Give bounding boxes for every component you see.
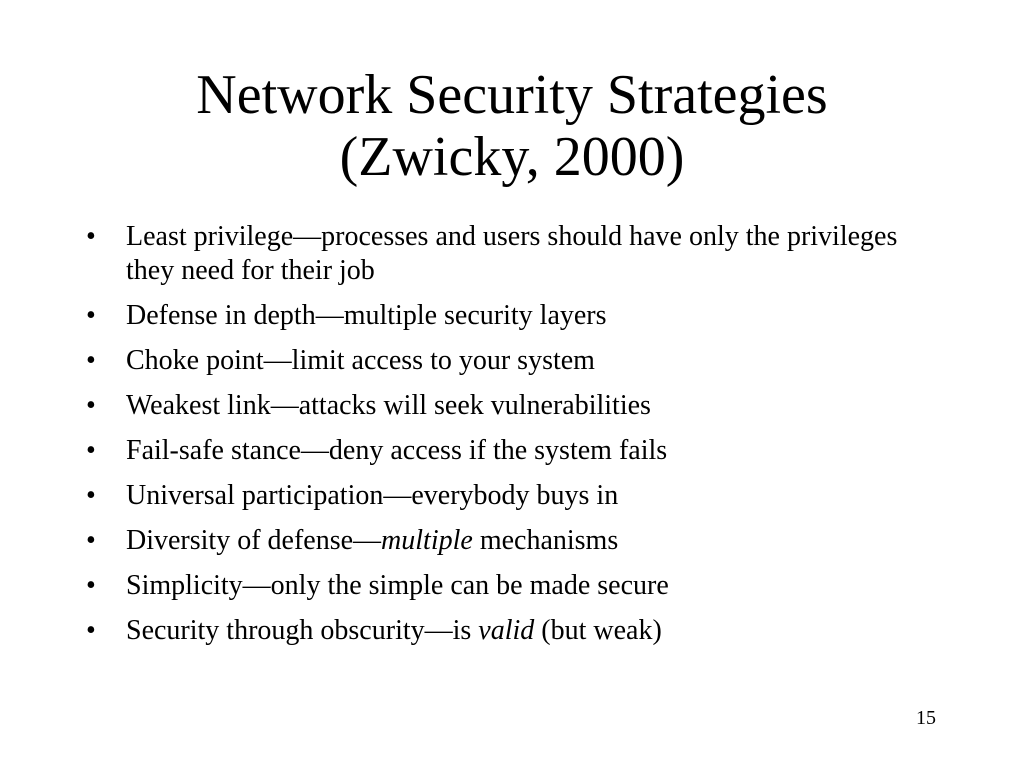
bullet-marker: • xyxy=(86,390,96,421)
bullet-text: Fail-safe stance—deny access if the system fails xyxy=(126,435,668,466)
bullet-item xyxy=(86,614,946,648)
bullet-text xyxy=(126,615,662,646)
bullet-text: Choke point—limit access to your system xyxy=(126,345,595,376)
bullet-item xyxy=(86,479,946,513)
bullet-item xyxy=(86,389,946,423)
bullet-text: Universal participation—everybody buys in xyxy=(126,480,619,511)
bullet-item xyxy=(86,344,946,378)
bullet-text xyxy=(126,525,618,556)
bullet-text-lead: Diversity of defense— xyxy=(126,525,382,556)
bullet-item xyxy=(86,220,946,288)
bullet-marker: • xyxy=(86,300,96,331)
page-number: 15 xyxy=(916,707,936,729)
bullet-text: Weakest link—attacks will seek vulnerabilities xyxy=(126,390,651,421)
bullet-marker: • xyxy=(86,570,96,601)
bullet-marker: • xyxy=(86,615,96,646)
bullet-marker: • xyxy=(86,435,96,466)
bullet-text-tail: (but weak) xyxy=(534,615,662,646)
bullet-text: Simplicity—only the simple can be made secure xyxy=(126,570,669,601)
bullet-item xyxy=(86,524,946,558)
bullet-text: Least privilege—processes and users should have only the privileges they need for their job xyxy=(126,221,898,286)
bullet-text-emphasis: multiple xyxy=(381,525,473,556)
slide-title-line-2: (Zwicky, 2000) xyxy=(339,126,685,188)
bullet-marker: • xyxy=(86,345,96,376)
bullet-text: Defense in depth—multiple security layers xyxy=(126,300,607,331)
bullet-item xyxy=(86,434,946,468)
slide-title xyxy=(0,64,1024,188)
slide-title-line-1: Network Security Strategies xyxy=(196,64,828,126)
bullet-marker: • xyxy=(86,480,96,511)
bullet-text-lead: Security through obscurity—is xyxy=(126,615,479,646)
bullet-text-emphasis: valid xyxy=(478,615,535,646)
bullet-marker: • xyxy=(86,221,96,252)
bullet-list xyxy=(86,220,946,659)
bullet-marker: • xyxy=(86,525,96,556)
bullet-item xyxy=(86,299,946,333)
bullet-text-tail: mechanisms xyxy=(472,525,619,556)
bullet-item xyxy=(86,569,946,603)
